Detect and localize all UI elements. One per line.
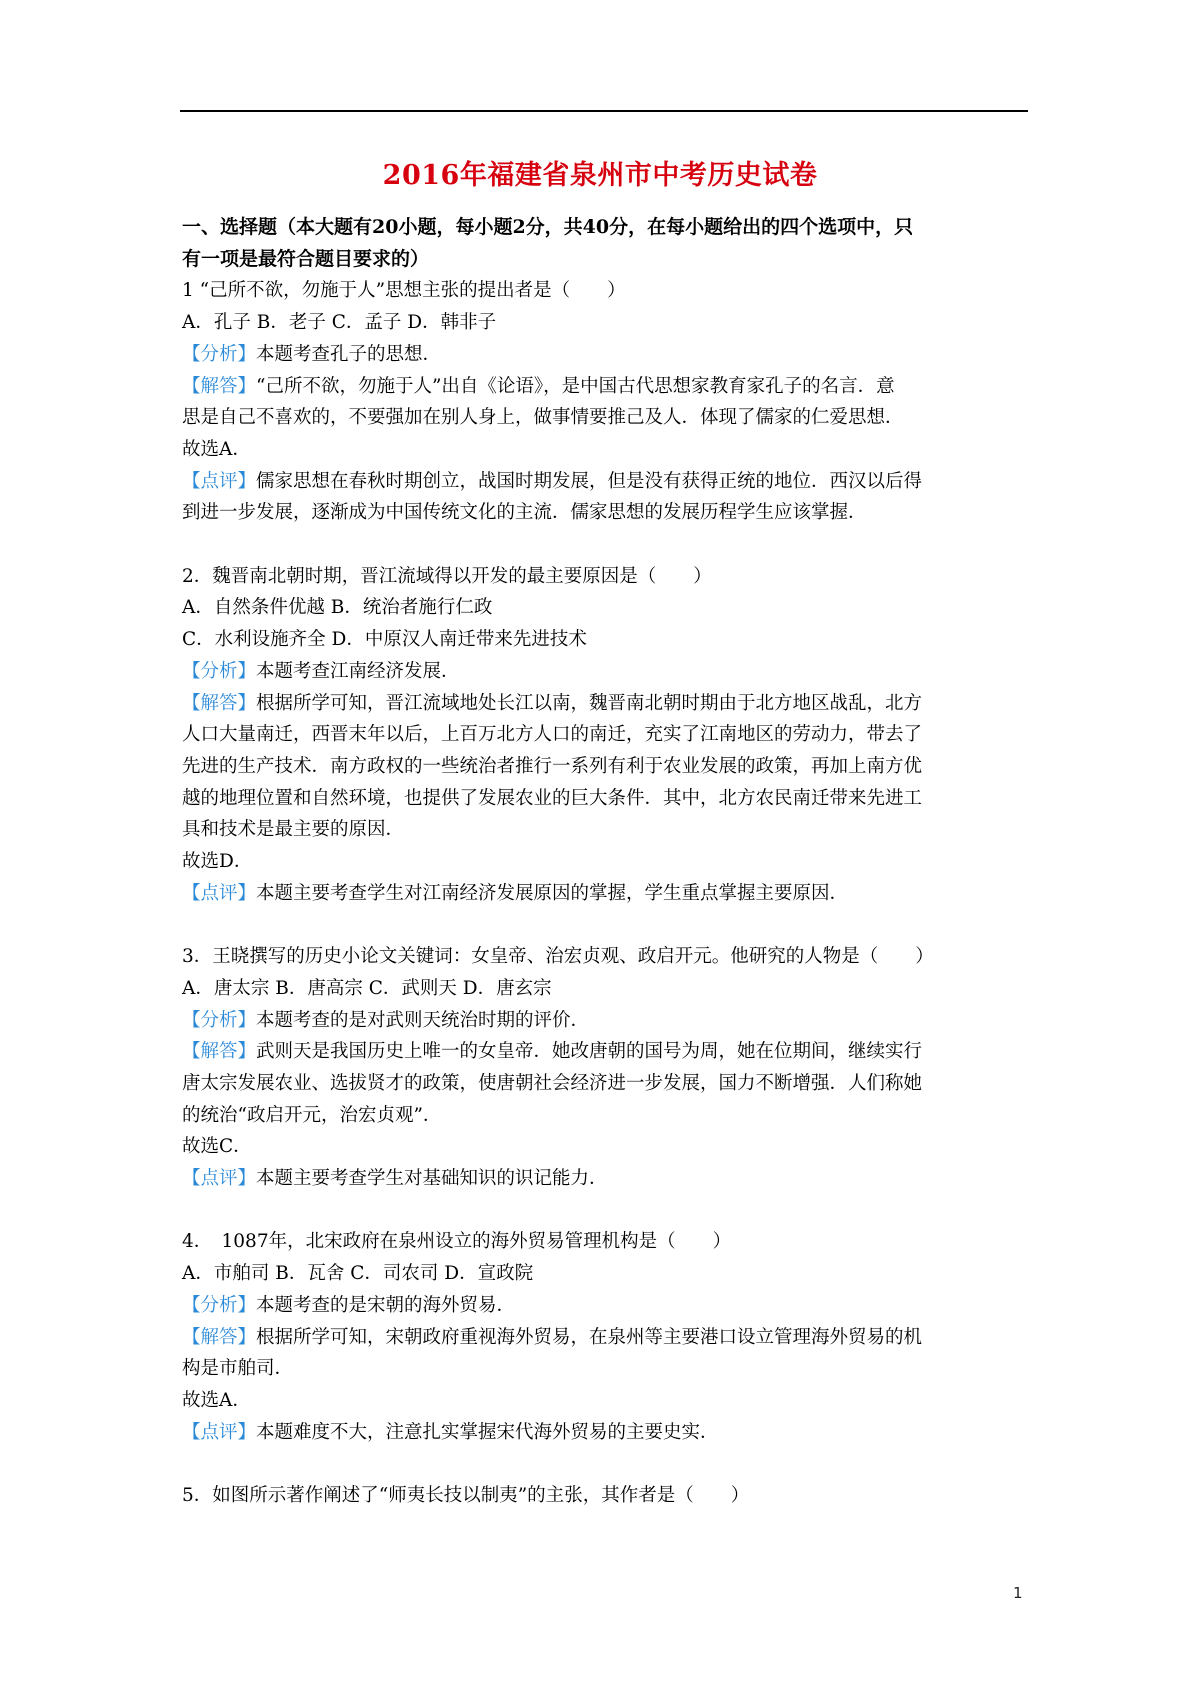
answer-tag: 【解答】	[182, 692, 257, 714]
comment-tag: 【点评】	[182, 1421, 257, 1443]
answer-tag: 【解答】	[182, 1326, 257, 1348]
q1-options: A．孔子 B．老子 C．孟子 D．韩非子	[182, 312, 497, 334]
q2-analysis-line	[182, 656, 1028, 688]
q1-answer-1: “己所不欲，勿施于人”出自《论语》，是中国古代思想家教育家孔子的名言．意	[256, 375, 895, 397]
spacer	[182, 1195, 1028, 1227]
page-title: 2016年福建省泉州市中考历史试卷	[382, 160, 818, 191]
q1-comment-line-1	[182, 466, 1028, 498]
q2-choice: 故选D．	[182, 851, 253, 873]
q3-comment: 本题主要考查学生对基础知识的识记能力．	[256, 1168, 608, 1190]
comment-tag: 【点评】	[182, 882, 257, 904]
comment-tag: 【点评】	[182, 1168, 257, 1190]
q2-answer-1: 根据所学可知，晋江流域地处长江以南，魏晋南北朝时期由于北方地区战乱，北方	[256, 692, 923, 714]
exam-content	[182, 212, 1028, 1512]
q1-analysis-line	[182, 339, 1028, 371]
q1-question: 1 “己所不欲，勿施于人”思想主张的提出者是（ ）	[182, 280, 626, 302]
q2-options-2: C．水利设施齐全 D．中原汉人南迁带来先进技术	[182, 629, 587, 651]
q1-choice: 故选A．	[182, 438, 251, 460]
q3-choice: 故选C．	[182, 1136, 252, 1158]
q3-answer-line-3: 的统治“政启开元，治宏贞观”．	[182, 1104, 442, 1126]
analysis-tag: 【分析】	[182, 1294, 257, 1316]
q3-answer-line-1	[182, 1036, 1028, 1068]
q2-answer-line-3: 先进的生产技术．南方政权的一些统治者推行一系列有利于农业发展的政策，再加上南方优	[182, 755, 923, 777]
q3-answer-line-2: 唐太宗发展农业、选拔贤才的政策，使唐朝社会经济进一步发展，国力不断增强．人们称她	[182, 1072, 923, 1094]
analysis-tag: 【分析】	[182, 660, 257, 682]
answer-tag: 【解答】	[182, 1041, 257, 1063]
q4-comment: 本题难度不大，注意扎实掌握宋代海外贸易的主要史实．	[256, 1421, 719, 1443]
q2-analysis: 本题考查江南经济发展．	[256, 660, 460, 682]
q4-choice: 故选A．	[182, 1389, 251, 1411]
q4-analysis-line	[182, 1290, 1028, 1322]
q3-question: 3．王晓撰写的历史小论文关键词：女皇帝、治宏贞观、政启开元。他研究的人物是（ ）	[182, 946, 934, 968]
comment-tag: 【点评】	[182, 470, 257, 492]
q1-answer-line-2: 思是自己不喜欢的，不要强加在别人身上，做事情要推己及人．体现了儒家的仁爱思想．	[182, 407, 904, 429]
header-rule	[180, 110, 1028, 112]
q4-answer-line-2: 构是市舶司．	[182, 1358, 294, 1380]
q3-analysis: 本题考查的是对武则天统治时期的评价．	[256, 1009, 590, 1031]
q3-options: A．唐太宗 B．唐高宗 C．武则天 D．唐玄宗	[182, 977, 552, 999]
q1-answer-line-1	[182, 371, 1028, 403]
q4-options: A．市舶司 B．瓦舍 C．司农司 D．宣政院	[182, 1263, 534, 1285]
q1-analysis: 本题考查孔子的思想．	[256, 343, 442, 365]
q2-answer-line-5: 具和技术是最主要的原因．	[182, 819, 405, 841]
q2-question: 2．魏晋南北朝时期，晋江流域得以开发的最主要原因是（ ）	[182, 565, 712, 587]
q5-question: 5．如图所示著作阐述了“师夷长技以制夷”的主张，其作者是（ ）	[182, 1485, 750, 1507]
q2-answer-line-2: 人口大量南迁，西晋末年以后，上百万北方人口的南迁，充实了江南地区的劳动力，带去了	[182, 724, 923, 746]
analysis-tag: 【分析】	[182, 1009, 257, 1031]
q4-answer-line-1	[182, 1322, 1028, 1354]
q3-answer-1: 武则天是我国历史上唯一的女皇帝．她改唐朝的国号为周，她在位期间，继续实行	[256, 1041, 923, 1063]
q3-comment-line	[182, 1163, 1028, 1195]
q2-options-1: A．自然条件优越 B．统治者施行仁政	[182, 597, 493, 619]
q4-question: 4． 1087年，北宋政府在泉州设立的海外贸易管理机构是（ ）	[182, 1231, 732, 1253]
q4-analysis: 本题考查的是宋朝的海外贸易．	[256, 1294, 516, 1316]
q1-comment-line-2: 到进一步发展，逐渐成为中国传统文化的主流．儒家思想的发展历程学生应该掌握．	[182, 502, 867, 524]
q2-answer-line-4: 越的地理位置和自然环境，也提供了发展农业的巨大条件．其中，北方农民南迁带来先进工	[182, 787, 923, 809]
spacer	[182, 1448, 1028, 1480]
spacer	[182, 529, 1028, 561]
spacer	[182, 909, 1028, 941]
q2-comment: 本题主要考查学生对江南经济发展原因的掌握，学生重点掌握主要原因．	[256, 882, 849, 904]
section-heading-line-2: 有一项是最符合题目要求的）	[182, 247, 430, 270]
q3-analysis-line	[182, 1005, 1028, 1037]
answer-tag: 【解答】	[182, 375, 257, 397]
q4-comment-line	[182, 1417, 1028, 1449]
section-heading-line-1: 一、选择题（本大题有20小题，每小题2分，共40分，在每小题给出的四个选项中，只	[182, 216, 914, 238]
q2-answer-line-1	[182, 688, 1028, 720]
q4-answer-1: 根据所学可知，宋朝政府重视海外贸易，在泉州等主要港口设立管理海外贸易的机	[256, 1326, 923, 1348]
analysis-tag: 【分析】	[182, 343, 257, 365]
page-number: 1	[1013, 1584, 1023, 1602]
q2-comment-line	[182, 878, 1028, 910]
q1-comment-1: 儒家思想在春秋时期创立，战国时期发展，但是没有获得正统的地位．西汉以后得	[256, 470, 923, 492]
